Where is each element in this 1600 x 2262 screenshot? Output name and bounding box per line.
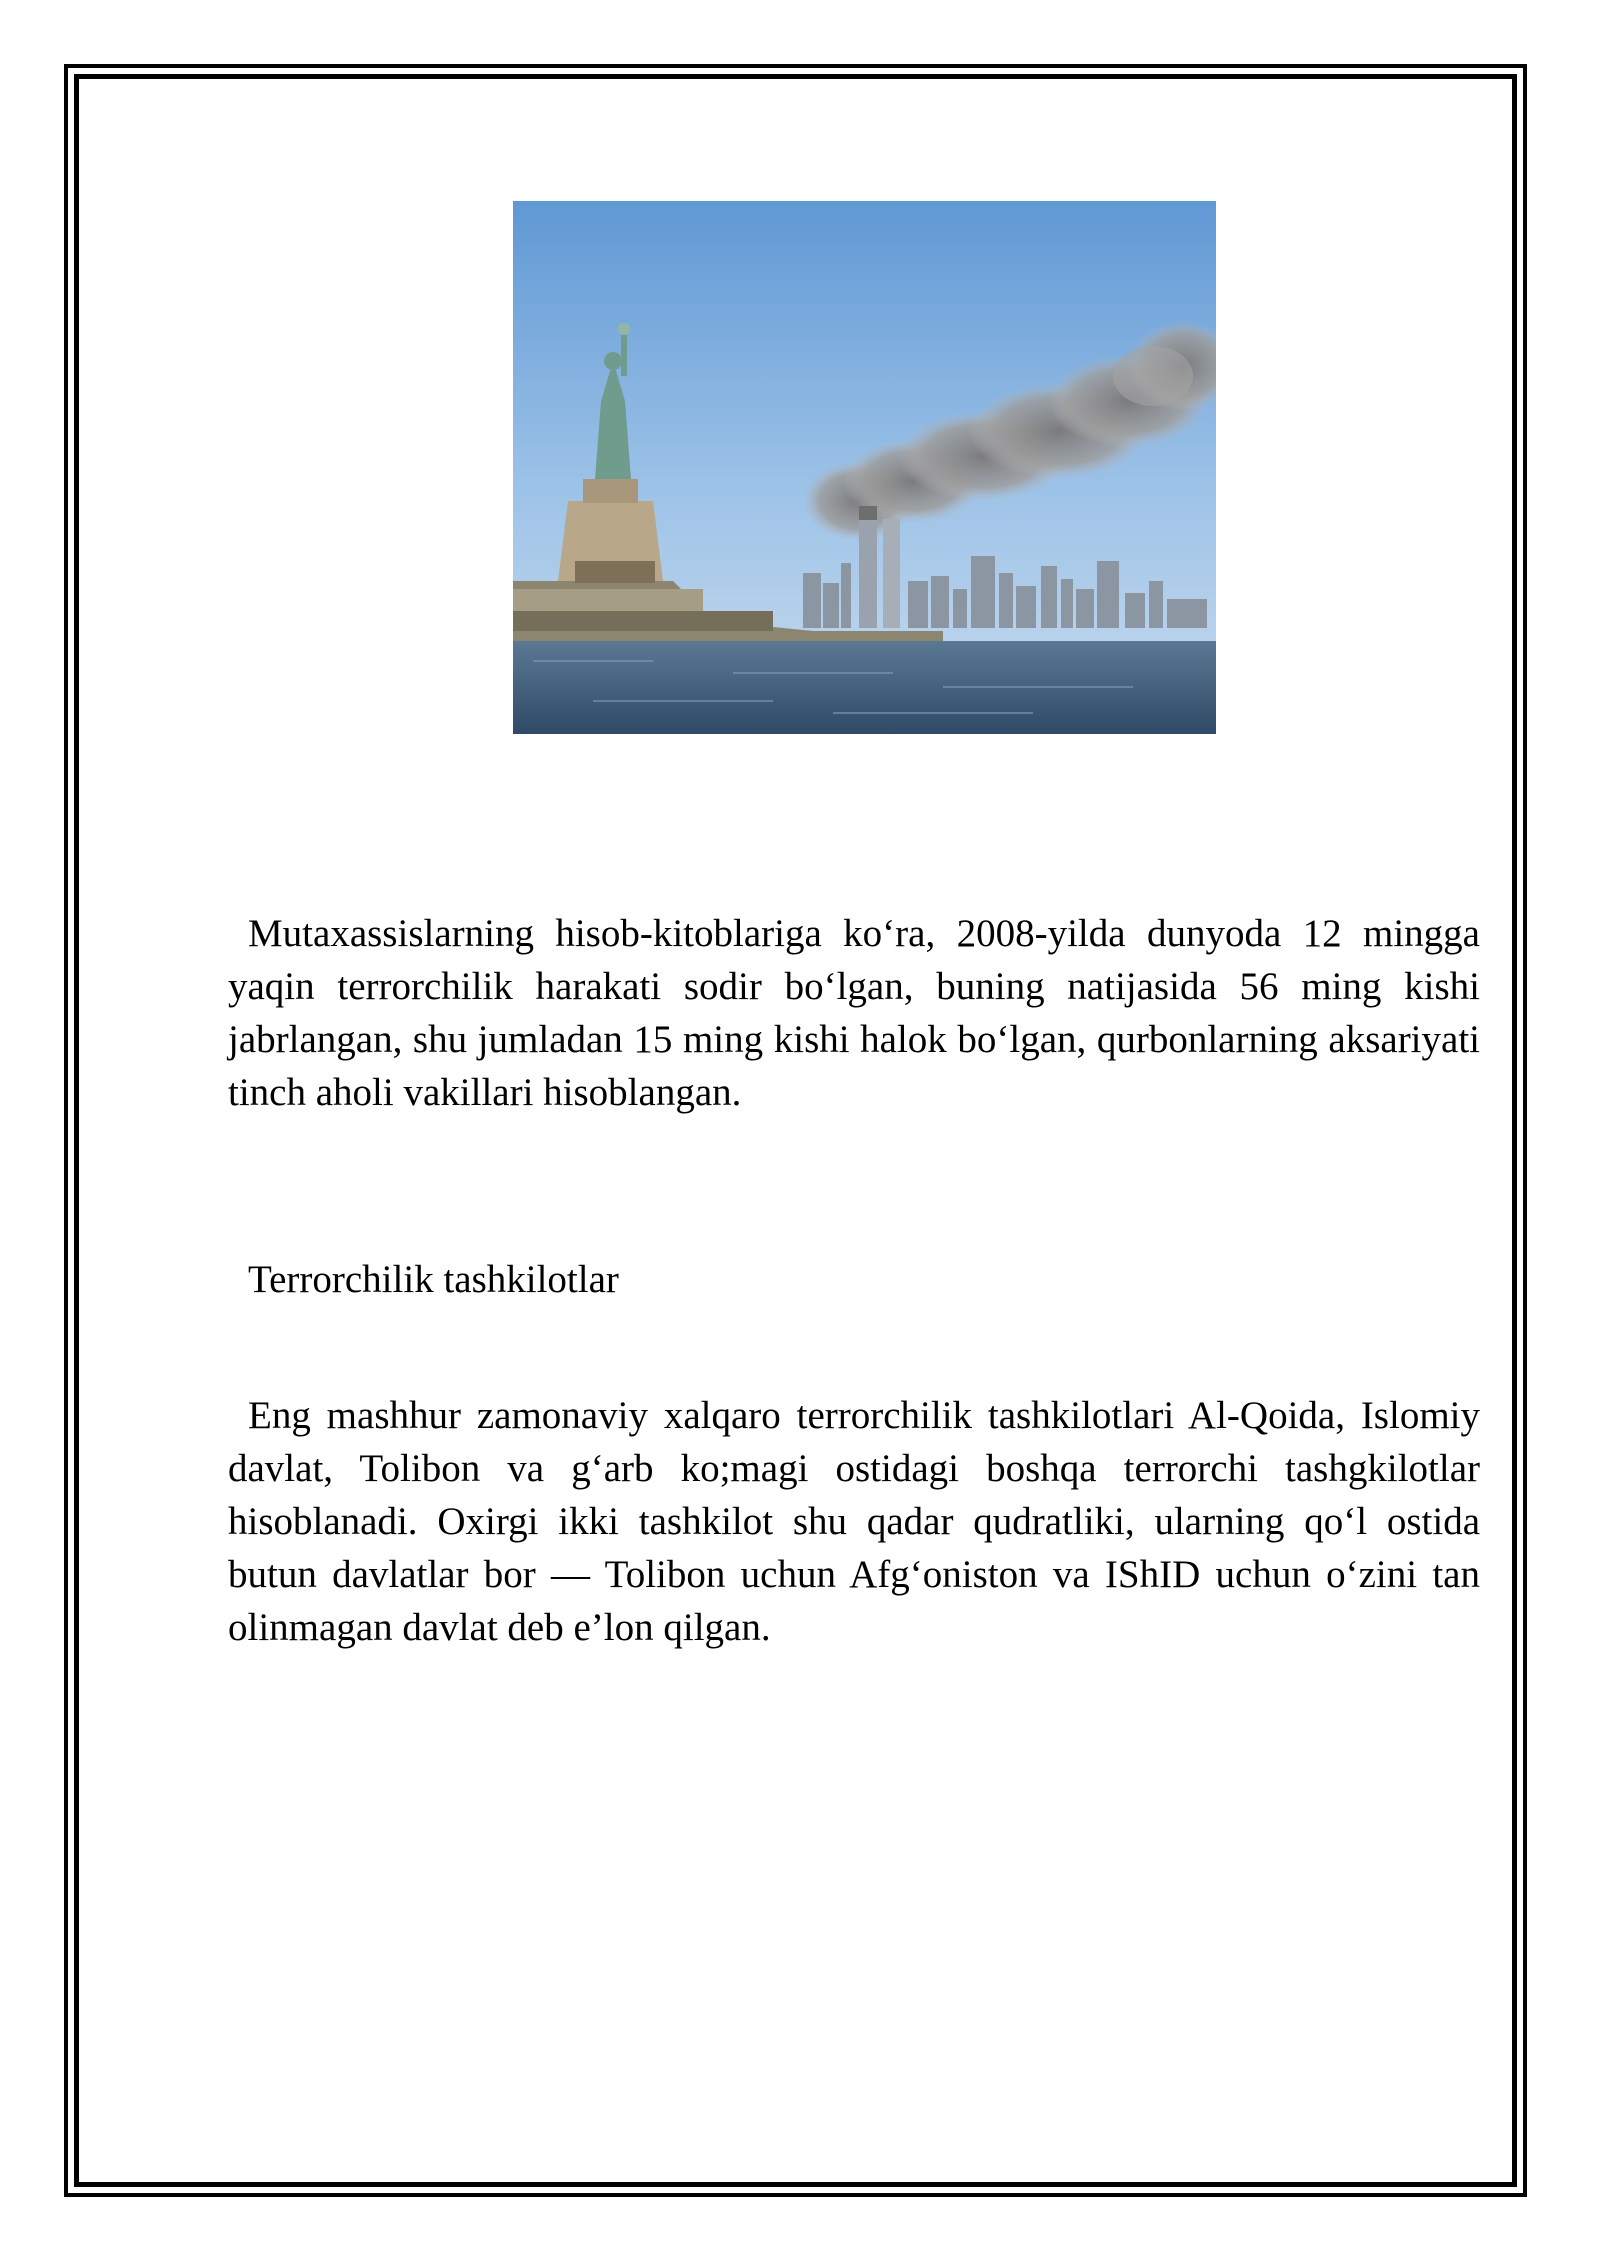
- tower-north: [859, 513, 877, 628]
- tower-south: [883, 519, 900, 628]
- section-heading: Terrorchilik tashkilotlar: [248, 1258, 619, 1301]
- paragraph-organizations: Eng mashhur zamonaviy xalqaro terrorchilik tashkilotlari Al-Qoida, Islomiy davlat, Tolibon va g‘arb ko;magi ostidagi boshqa terrorchi tashgkilotlar hisoblanadi. Oxirgi ikki tashkilot shu qadar qudratliki, ularning qo‘l ostida butun davlatlar bor — Tolibon uchun Afg‘oniston va IShID uchun o‘zini tan olinmagan davlat deb e’lon qilgan.: [228, 1394, 1480, 1649]
- paragraph-statistics: Mutaxassislarning hisob-kitoblariga ko‘ra, 2008-yilda dunyoda 12 mingga yaqin terrorchilik harakati sodir bo‘lgan, buning natijasida 56 ming kishi jabrlangan, shu jumladan 15 ming kishi halok bo‘lgan, qurbonlarning aksariyati tinch aholi vakillari hisoblangan.: [228, 912, 1480, 1114]
- liberty-twin-towers-photo: [513, 201, 1216, 734]
